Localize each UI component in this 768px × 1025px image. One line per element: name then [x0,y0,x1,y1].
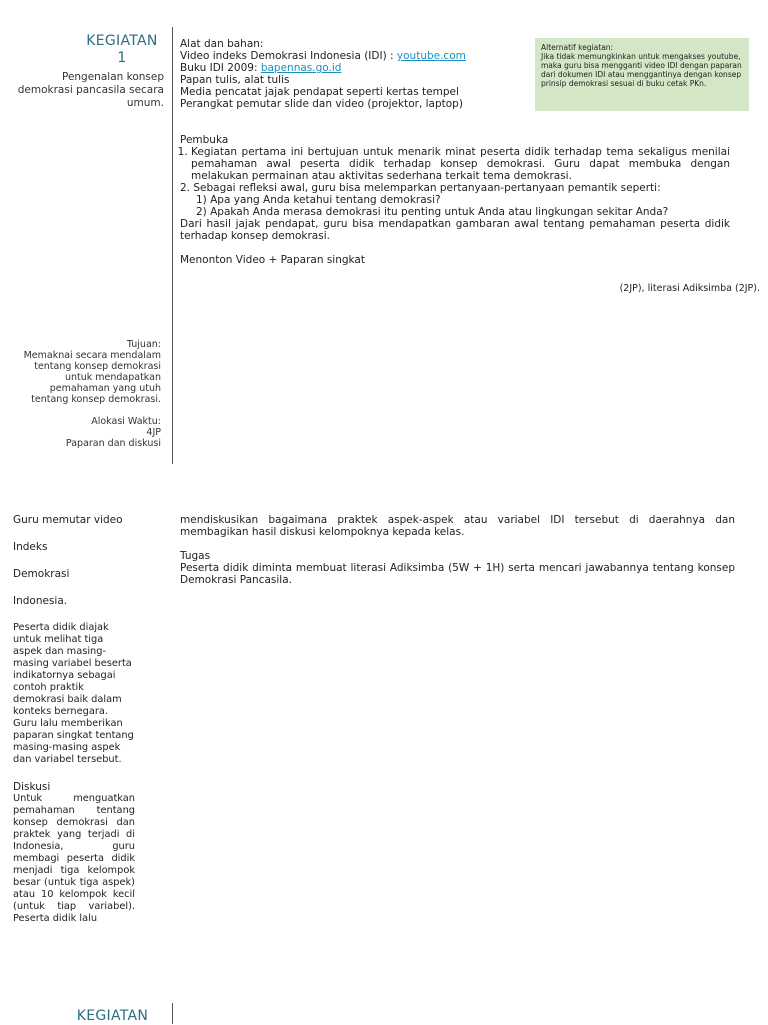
materials-book-text: Buku IDI 2009: [180,62,261,74]
discussion-heading: Diskusi [13,781,51,793]
discussion-continuation: mendiskusikan bagaimana praktek aspek-aspek atau variabel IDI tersebut di daerahnya dan membagikan hasil diskusi kelompoknya kepada kelas. [180,514,735,538]
objective-label: Tujuan: [126,339,161,350]
alternative-note-heading: Alternatif kegiatan: [541,43,614,52]
opening-conclusion: Dari hasil jajak pendapat, guru bisa mendapatkan gambaran awal tentang pemahaman peserta didik terhadap konsep demokrasi. [180,218,730,242]
youtube-link[interactable]: youtube.com [396,50,466,62]
left-paragraph: Demokrasi [13,568,70,580]
activity-1-subtitle: Pengenalan konsep demokrasi pancasila secara umum. [17,71,164,109]
materials-heading: Alat dan bahan: [180,38,264,50]
trigger-question: 1) Apa yang Anda ketahui tentang demokrasi? [196,194,441,206]
objective-text: Memaknai secara mendalam tentang konsep demokrasi untuk mendapatkan pemahaman yang utuh tentang konsep demokrasi. [23,350,161,405]
materials-video-text: Video indeks Demokrasi Indonesia (IDI) : [180,50,397,62]
task-heading: Tugas [180,550,211,562]
materials-book [180,62,530,74]
column-divider [172,1003,173,1024]
time-split: (2JP), literasi Adiksimba (2JP). [619,283,760,294]
left-paragraph: Indeks [13,541,48,553]
opening-heading: Pembuka [180,134,229,146]
alternative-note [535,38,749,111]
opening-step: 2. Sebagai refleksi awal, guru bisa melemparkan pertanyaan-pertanyaan pemantik seperti: [180,182,661,194]
materials-item: Media pencatat jajak pendapat seperti kertas tempel [180,86,459,98]
left-paragraph: Guru memutar video [13,514,123,526]
activity-1-title [82,33,162,67]
opening-steps [180,146,730,182]
time-value: 4JP [146,427,161,438]
activity-number: 1 [117,50,127,66]
right-column [180,514,735,586]
materials-block [180,38,530,110]
left-paragraph: Peserta didik diajak untuk melihat tiga aspek dan masing-masing variabel beserta indikatornya sebagai contoh praktik demokrasi baik dalam konteks bernegara. Guru lalu memberikan paparan singkat tentang masing-masing aspek dan variabel tersebut. [13,622,134,765]
left-column [13,514,135,925]
objective-block [10,339,161,449]
opening-section [180,134,730,266]
materials-item: Perangkat pemutar slide dan video (projektor, laptop) [180,98,463,110]
bapennas-link[interactable]: bapennas.go.id [260,62,342,74]
column-divider [172,27,173,464]
trigger-question: 2) Apakah Anda merasa demokrasi itu penting untuk Anda atau lingkungan sekitar Anda? [196,206,669,218]
activity-title-text: KEGIATAN [86,33,158,49]
time-label: Alokasi Waktu: [91,416,161,427]
left-paragraph: Indonesia. [13,595,68,607]
time-note: Paparan dan diskusi [65,438,161,449]
materials-video [180,50,530,62]
task-text: Peserta didik diminta membuat literasi Adiksimba (5W + 1H) serta mencari jawabannya tentang konsep Demokrasi Pancasila. [180,562,735,586]
materials-item: Papan tulis, alat tulis [180,74,290,86]
video-heading: Menonton Video + Paparan singkat [180,254,365,266]
opening-step: 1. Kegiatan pertama ini bertujuan untuk menarik minat peserta didik terhadap tema sekaligus menilai pemahaman awal peserta didik terhadap konsep demokrasi. Guru dapat membuka dengan melakukan permainan atau aktivitas sederhana terkait tema demokrasi. [191,146,730,182]
discussion-text: Untuk menguatkan pemahaman tentang konsep demokrasi dan praktek yang terjadi di Indonesia, guru membagi peserta didik menjadi tiga kelompok besar (untuk tiga aspek) atau 10 kelompok kecil (untuk tiap variabel). Peserta didik lalu [13,793,135,924]
alternative-note-text: Jika tidak memungkinkan untuk mengakses youtube, maka guru bisa mengganti video IDI dengan paparan dari dokumen IDI atau menggantinya dengan konsep prinsip demokrasi sesuai di buku cetak PKn. [541,52,742,88]
activity-2-title: KEGIATAN [76,1008,149,1024]
